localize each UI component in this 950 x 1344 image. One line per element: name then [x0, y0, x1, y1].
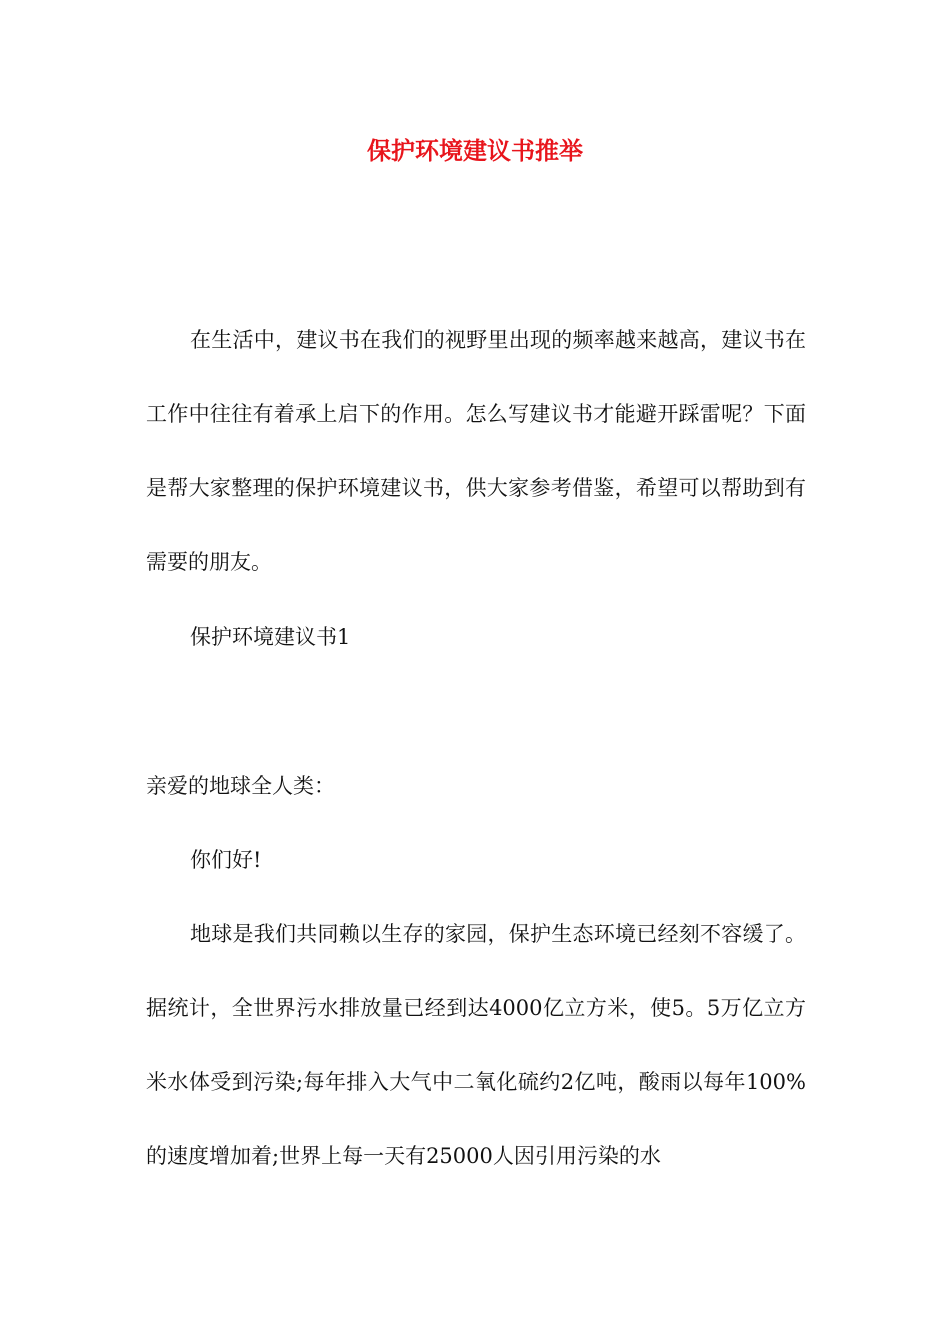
salutation: 亲爱的地球全人类：	[146, 774, 335, 798]
document-title: 保护环境建议书推举	[367, 136, 583, 165]
body-paragraph: 地球是我们共同赖以生存的家园，保护生态环境已经刻不容缓了。据统计，全世界污水排放量已经到达4000亿立方米，使5。5万亿立方米水体受到污染;每年排入大气中二氧化硫约2亿吨，酸雨以每年100%的速度增加着;世界上每一天有25000人因引用污染的水	[146, 922, 806, 1168]
section-heading: 保护环境建议书1	[190, 625, 351, 649]
greeting: 你们好!	[190, 848, 262, 872]
intro-paragraph: 在生活中，建议书在我们的视野里出现的频率越来越高，建议书在工作中往往有着承上启下的作用。怎么写建议书才能避开踩雷呢？下面是帮大家整理的保护环境建议书，供大家参考借鉴，希望可以帮助到有需要的朋友。	[146, 328, 806, 574]
